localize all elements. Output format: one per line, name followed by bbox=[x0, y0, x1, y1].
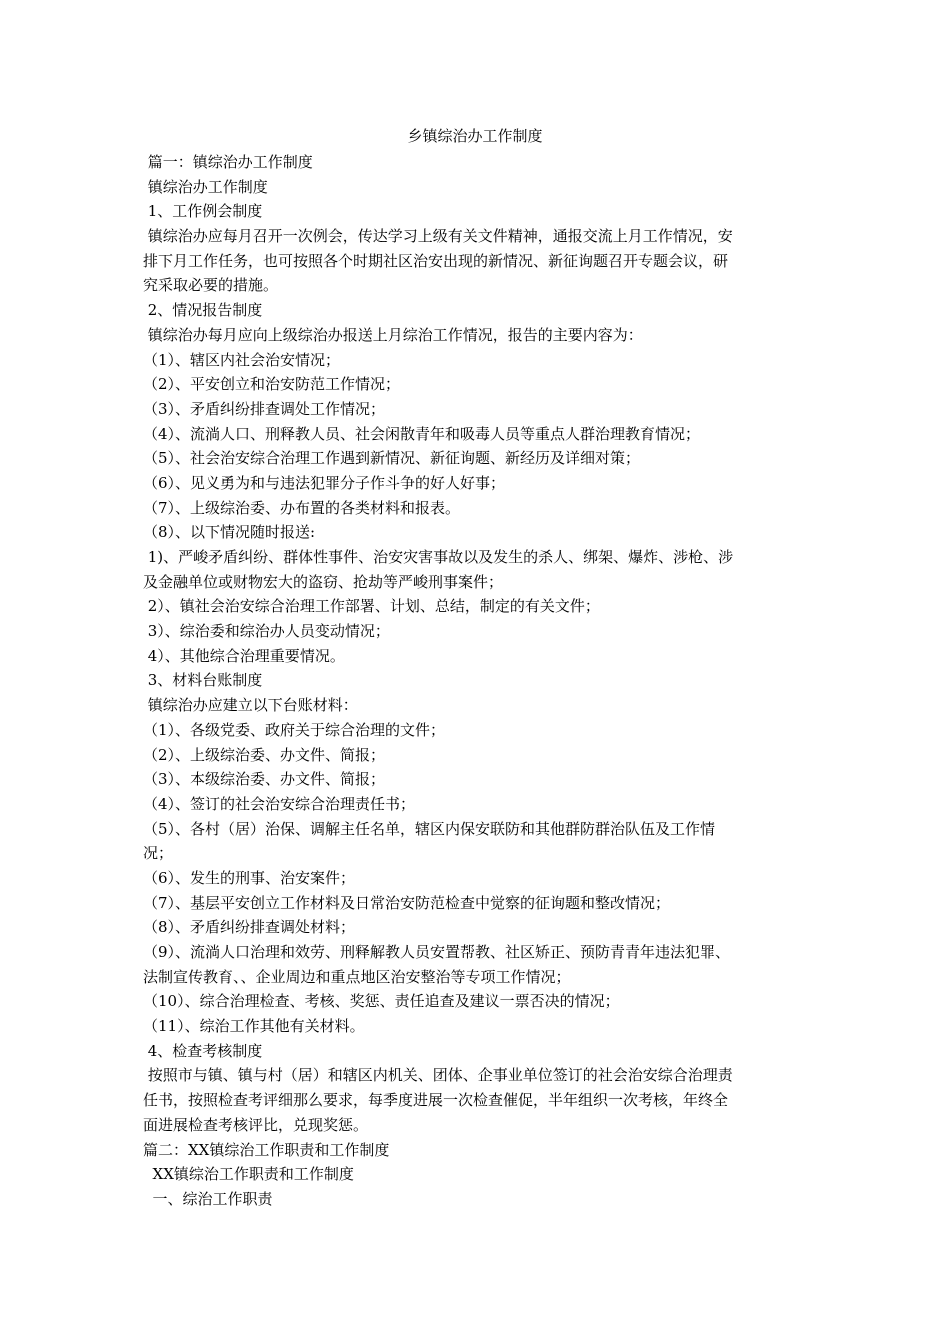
text-line: 3）、综治委和综治办人员变动情况； bbox=[143, 622, 390, 641]
text-line: XX镇综治工作职责和工作制度 bbox=[143, 1165, 354, 1184]
text-line: 法制宣传教育、、企业周边和重点地区治安整治等专项工作情况； bbox=[143, 967, 571, 986]
text-line: 镇综治办工作制度 bbox=[143, 177, 268, 196]
text-line: 任书，按照检查考评细那么要求，每季度进展一次检查催促，半年组织一次考核，年终全 bbox=[143, 1091, 729, 1110]
text-line: 2、情况报告制度 bbox=[143, 301, 263, 320]
text-line: 及金融单位或财物宏大的盗窃、抢劫等严峻刑事案件； bbox=[143, 572, 504, 591]
text-line: 按照市与镇、镇与村（居）和辖区内机关、团体、企事业单位签订的社会治安综合治理责 bbox=[143, 1066, 733, 1085]
text-line: （4）、流淌人口、刑释教人员、社会闲散青年和吸毒人员等重点人群治理教育情况； bbox=[143, 424, 701, 443]
text-line: （9）、流淌人口治理和效劳、刑释解教人员安置帮教、社区矫正、预防青青年违法犯罪、 bbox=[143, 943, 731, 961]
text-line: 一、综治工作职责 bbox=[143, 1189, 273, 1208]
text-line: 镇综治办应每月召开一次例会，传达学习上级有关文件精神，通报交流上月工作情况，安 bbox=[143, 227, 733, 246]
text-line: （3）、本级综治委、办文件、简报； bbox=[143, 770, 386, 789]
text-line: 镇综治办每月应向上级综治办报送上月综治工作情况，报告的主要内容为： bbox=[143, 325, 643, 344]
text-line: 2）、镇社会治安综合治理工作部署、计划、总结，制定的有关文件； bbox=[143, 597, 600, 616]
text-line: 1)、严峻矛盾纠纷、群体性事件、治安灾害事故以及发生的杀人、绑架、爆炸、涉枪、涉 bbox=[143, 548, 734, 566]
text-line: （3）、矛盾纠纷排查调处工作情况； bbox=[143, 399, 386, 418]
document-body bbox=[143, 150, 823, 1212]
text-line: （1）、辖区内社会治安情况； bbox=[143, 350, 341, 369]
text-line: 镇综治办应建立以下台账材料： bbox=[143, 696, 358, 715]
text-line: 排下月工作任务，也可按照各个时期社区治安出现的新情况、新征询题召开专题会议，研 bbox=[143, 251, 729, 270]
text-line: （2）、上级综治委、办文件、简报； bbox=[143, 745, 386, 764]
text-line: 1、工作例会制度 bbox=[143, 202, 263, 221]
text-line: （7）、基层平安创立工作材料及日常治安防范检查中觉察的征询题和整改情况； bbox=[143, 893, 671, 912]
text-line: （5）、社会治安综合治理工作遇到新情况、新征询题、新经历及详细对策； bbox=[143, 449, 641, 468]
text-line: 3、材料台账制度 bbox=[143, 671, 263, 690]
text-line: （7）、上级综治委、办布置的各类材料和报表。 bbox=[143, 498, 461, 517]
text-line: 篇一：镇综治办工作制度 bbox=[143, 153, 313, 171]
text-line: （6）、发生的刑事、治安案件； bbox=[143, 868, 356, 887]
text-line: （8）、矛盾纠纷排查调处材料； bbox=[143, 918, 356, 937]
text-line: （5）、各村（居）治保、调解主任名单，辖区内保安联防和其他群防群治队伍及工作情 bbox=[143, 819, 716, 838]
text-line: 究采取必要的措施。 bbox=[143, 276, 279, 295]
text-line: 况； bbox=[143, 844, 174, 863]
text-line: 4、检查考核制度 bbox=[143, 1041, 263, 1060]
text-line: 面进展检查考核评比，兑现奖惩。 bbox=[143, 1115, 369, 1134]
text-line: （2）、平安创立和治安防范工作情况； bbox=[143, 375, 401, 394]
document-title: 乡镇综治办工作制度 bbox=[407, 127, 543, 145]
text-line: （8）、以下情况随时报送: bbox=[143, 523, 316, 542]
text-line: （4）、签订的社会治安综合治理责任书； bbox=[143, 794, 416, 813]
text-line: （11）、综治工作其他有关材料。 bbox=[143, 1017, 365, 1036]
text-line: 4）、其他综合治理重要情况。 bbox=[143, 646, 345, 665]
text-line: （1）、各级党委、政府关于综合治理的文件； bbox=[143, 720, 446, 739]
text-line: （6）、见义勇为和与违法犯罪分子作斗争的好人好事； bbox=[143, 473, 506, 492]
text-line: 篇二：XX镇综治工作职责和工作制度 bbox=[143, 1140, 390, 1159]
text-line: （10）、综合治理检查、考核、奖惩、责任追查及建议一票否决的情况； bbox=[143, 992, 620, 1011]
